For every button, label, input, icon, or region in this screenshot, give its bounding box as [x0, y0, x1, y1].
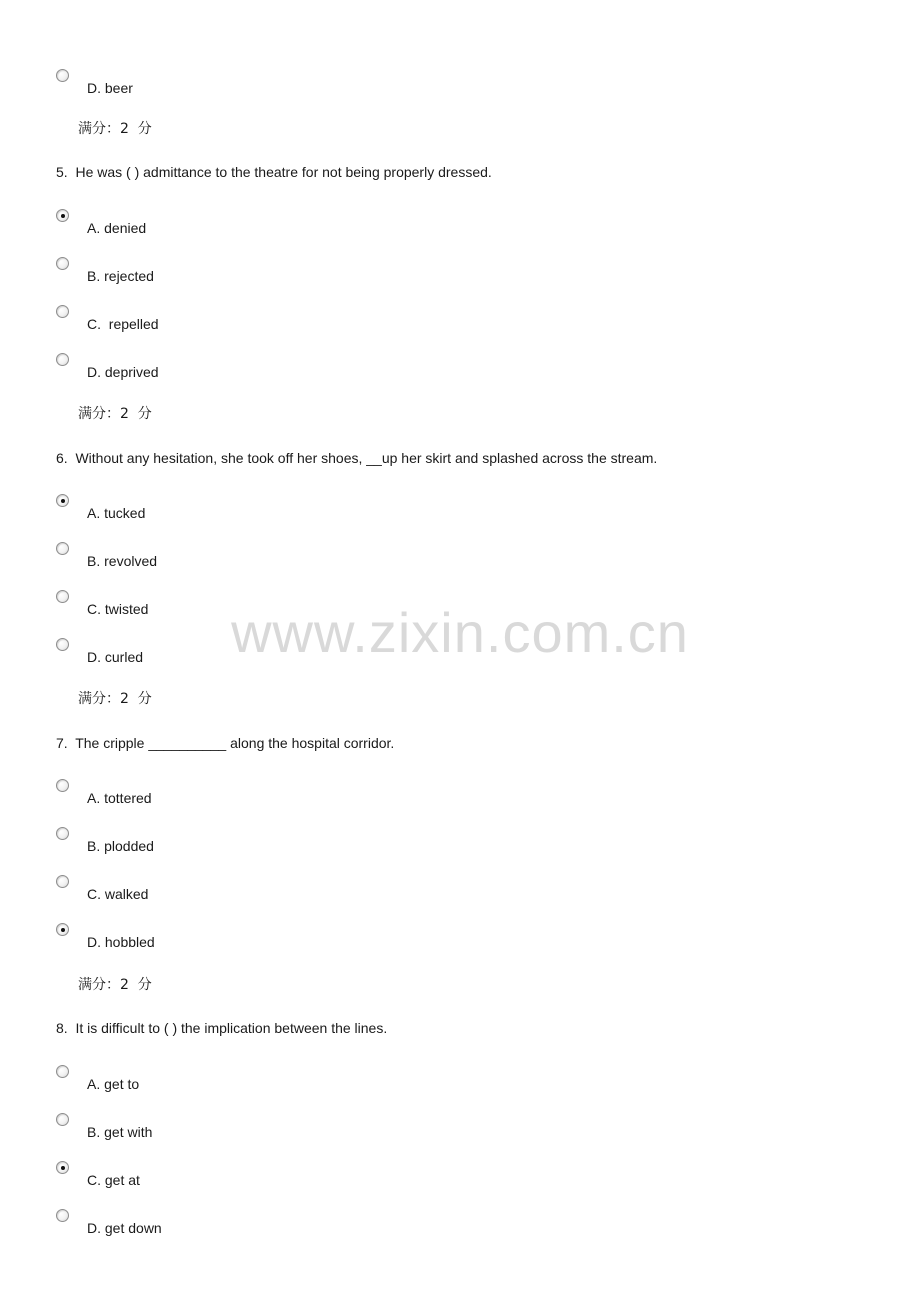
option-label: C. twisted	[87, 601, 149, 617]
question-text: 5. He was ( ) admittance to the theatre for not being properly dressed.	[56, 164, 492, 180]
option-label: D. curled	[87, 649, 144, 665]
option-row[interactable]	[56, 923, 656, 949]
score-label: 满分：2 分	[78, 691, 152, 707]
option-row[interactable]	[56, 353, 656, 379]
radio-button[interactable]	[56, 257, 69, 270]
radio-button[interactable]	[56, 875, 69, 888]
option-label: A. denied	[87, 220, 147, 236]
radio-button[interactable]	[56, 779, 69, 792]
score-label: 满分：2 分	[78, 977, 152, 993]
option-row[interactable]	[56, 827, 656, 853]
option-row[interactable]	[56, 1065, 656, 1091]
score-label: 满分：2 分	[78, 121, 152, 137]
radio-button[interactable]	[56, 1209, 69, 1222]
radio-button[interactable]	[56, 69, 69, 82]
option-label: A. get to	[87, 1076, 140, 1092]
question-text: 7. The cripple __________ along the hospital corridor.	[56, 735, 395, 751]
option-label: C. get at	[87, 1172, 140, 1188]
question-text: 6. Without any hesitation, she took off her shoes, __up her skirt and splashed across the stream.	[56, 450, 658, 466]
radio-button[interactable]	[56, 494, 69, 507]
radio-button[interactable]	[56, 1065, 69, 1078]
option-row[interactable]	[56, 542, 656, 568]
option-row[interactable]	[56, 305, 656, 331]
radio-button[interactable]	[56, 590, 69, 603]
score-label: 满分：2 分	[78, 406, 152, 422]
option-label: A. tottered	[87, 790, 152, 806]
radio-button[interactable]	[56, 353, 69, 366]
option-row[interactable]	[56, 494, 656, 520]
option-label: D. hobbled	[87, 934, 155, 950]
option-label: A. tucked	[87, 505, 146, 521]
radio-button[interactable]	[56, 827, 69, 840]
radio-button[interactable]	[56, 638, 69, 651]
option-row[interactable]	[56, 257, 656, 283]
option-row[interactable]	[56, 875, 656, 901]
option-row[interactable]	[56, 209, 656, 235]
option-row[interactable]	[56, 590, 656, 616]
option-row[interactable]	[56, 1209, 656, 1235]
radio-button[interactable]	[56, 542, 69, 555]
radio-button[interactable]	[56, 305, 69, 318]
option-label: D. deprived	[87, 364, 159, 380]
option-row[interactable]	[56, 1113, 656, 1139]
option-label: B. revolved	[87, 553, 158, 569]
radio-button[interactable]	[56, 923, 69, 936]
option-label: B. get with	[87, 1124, 153, 1140]
option-label: D. get down	[87, 1220, 162, 1236]
option-label: B. plodded	[87, 838, 154, 854]
option-label: C. repelled	[87, 316, 159, 332]
option-label: B. rejected	[87, 268, 154, 284]
radio-button[interactable]	[56, 1113, 69, 1126]
option-label: D. beer	[87, 80, 133, 96]
option-label: C. walked	[87, 886, 149, 902]
radio-button[interactable]	[56, 1161, 69, 1174]
option-row[interactable]	[56, 638, 656, 664]
option-row[interactable]	[56, 1161, 656, 1187]
option-row[interactable]	[56, 69, 656, 95]
radio-button[interactable]	[56, 209, 69, 222]
watermark: www.zixin.com.cn	[231, 601, 689, 664]
option-row[interactable]	[56, 779, 656, 805]
question-text: 8. It is difficult to ( ) the implication between the lines.	[56, 1020, 388, 1036]
